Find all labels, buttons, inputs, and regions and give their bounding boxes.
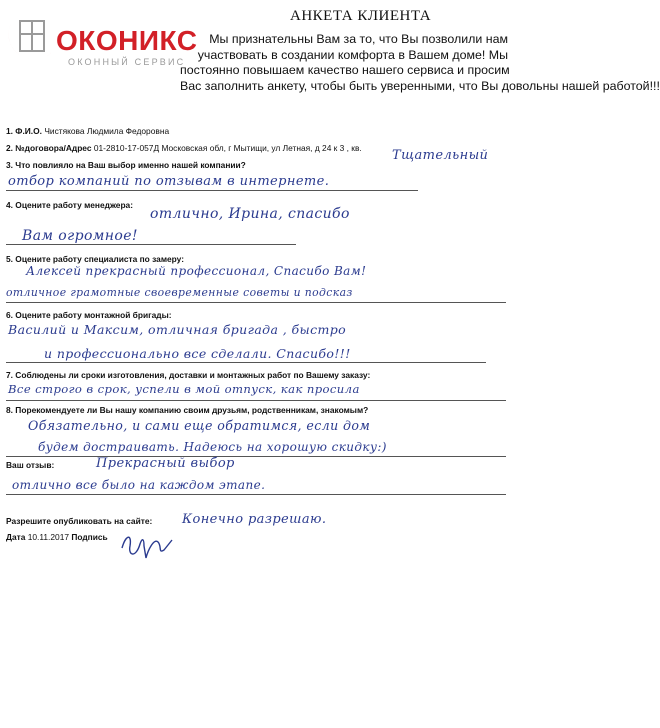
handwritten-answer: Алексей прекрасный профессионал, Спасибо Вам! — [26, 264, 367, 278]
publish-permission-label: Разрешите опубликовать на сайте: — [6, 516, 153, 526]
signature-label: Подпись — [71, 532, 108, 542]
handwritten-answer: Прекрасный выбор — [96, 456, 235, 471]
answer-line — [6, 244, 296, 245]
intro-line: Мы признательны Вам за то, что Вы позволили нам — [209, 32, 508, 46]
answer-line — [6, 362, 486, 363]
question-answer: Чистякова Людмила Федоровна — [44, 126, 170, 136]
answer-line — [6, 190, 418, 191]
date-value: 10.11.2017 — [27, 532, 70, 542]
question-measurer: 5. Оцените работу специалиста по замеру: — [6, 254, 185, 264]
handwritten-answer: Конечно разрешаю. — [182, 512, 327, 527]
review-label: Ваш отзыв: — [6, 460, 55, 470]
handwritten-answer: отбор компаний по отзывам в интернете. — [8, 174, 330, 189]
handwritten-answer: отличное грамотные своевременные советы и подсказ — [6, 286, 353, 299]
question-label: 1. Ф.И.О. — [6, 126, 42, 136]
handwritten-signature — [118, 528, 178, 562]
footer-date-signature — [6, 532, 108, 542]
question-manager: 4. Оцените работу менеджера: — [6, 200, 134, 210]
question-name — [6, 126, 169, 136]
question-answer: 01-2810-17-057Д Московская обл, г Мытищи, ул Летная, д 24 к 3 , кв. — [93, 143, 362, 153]
question-recommend: 8. Порекомендуете ли Вы нашу компанию своим друзьям, родственникам, знакомым? — [6, 405, 369, 415]
answer-line — [6, 400, 506, 401]
intro-text — [180, 32, 660, 94]
question-contract-address — [6, 143, 362, 153]
answer-line — [6, 302, 506, 303]
handwritten-answer: отлично все было на каждом этапе. — [12, 478, 266, 492]
answer-line — [6, 456, 506, 457]
handwritten-answer: Василий и Максим, отличная бригада , быстро — [8, 322, 347, 337]
handwritten-answer: отлично, Ирина, спасибо — [150, 206, 350, 222]
handwritten-answer: Все строго в срок, успели в мой отпуск, как просила — [8, 382, 360, 396]
handwritten-answer: Обязательно, и сами еще обратимся, если дом — [28, 418, 371, 433]
form-title: АНКЕТА КЛИЕНТА — [290, 8, 432, 24]
intro-line: участвовать в создании комфорта в Вашем доме! Мы — [197, 47, 508, 62]
question-installation-crew: 6. Оцените работу монтажной бригады: — [6, 310, 172, 320]
logo-text: ОКОНИКС — [56, 25, 198, 56]
window-logo-icon — [10, 12, 54, 62]
logo-subtitle: ОКОННЫЙ СЕРВИС — [68, 57, 186, 67]
question-deadlines: 7. Соблюдены ли сроки изготовления, доставки и монтажных работ по Вашему заказу: — [6, 370, 371, 380]
date-label: Дата — [6, 532, 26, 542]
handwritten-answer: Тщательный — [392, 148, 489, 163]
handwritten-answer: Вам огромное! — [22, 228, 138, 244]
handwritten-answer: и профессионально все сделали. Спасибо!!! — [44, 346, 351, 361]
answer-line — [6, 494, 506, 495]
intro-line: Вас заполнить анкету, чтобы быть уверенными, что Вы довольны нашей работой!!! — [180, 78, 660, 93]
intro-line: постоянно повышаем качество нашего сервиса и просим — [180, 63, 510, 77]
question-choice-reason: 3. Что повлияло на Ваш выбор именно нашей компании? — [6, 160, 246, 170]
question-label: 2. №договора/Адрес — [6, 143, 92, 153]
handwritten-answer: будем достраивать. Надеюсь на хорошую скидку:) — [38, 440, 387, 454]
